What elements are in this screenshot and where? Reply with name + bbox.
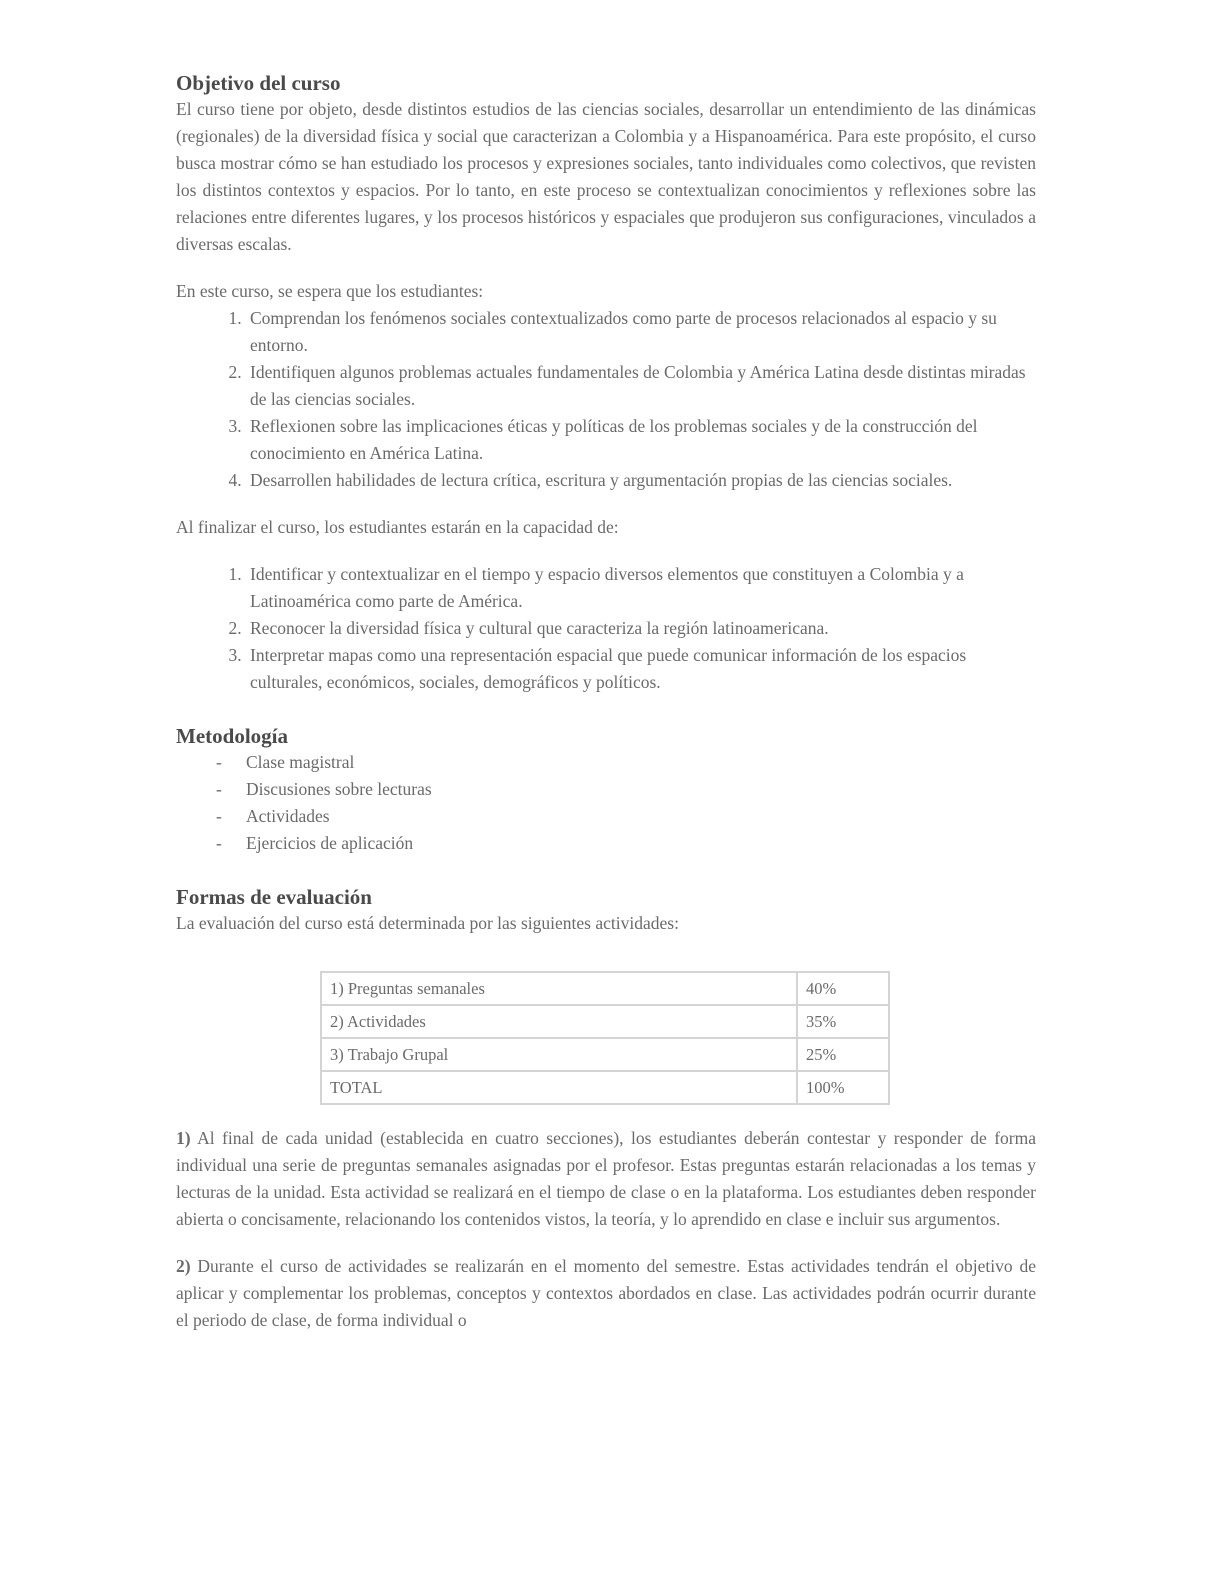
table-cell-label: TOTAL [321,1071,797,1104]
paragraph-lead: 1) [176,1128,191,1148]
resultados-intro: Al finalizar el curso, los estudiantes estarán en la capacidad de: [176,517,619,537]
table-row [321,1071,889,1104]
list-item: - Actividades [246,803,1036,830]
table-row [321,972,889,1005]
list-item: 3. Interpretar mapas como una representación espacial que puede comunicar información de los espacios culturales, económicos, sociales, demográficos y políticos. [246,642,1036,696]
evaluacion-paragraph-2 [176,1253,1036,1334]
list-item: - Ejercicios de aplicación [246,830,1036,857]
evaluacion-intro: La evaluación del curso está determinada por las siguientes actividades: [176,913,679,933]
evaluacion-paragraph-1 [176,1125,1036,1233]
table-row [321,1005,889,1038]
table-cell-percent: 35% [797,1005,889,1038]
table-cell-label: 3) Trabajo Grupal [321,1038,797,1071]
list-item: 2. Reconocer la diversidad física y cultural que caracteriza la región latinoamericana. [246,615,1036,642]
metodologia-list [176,749,1036,857]
list-item: 2. Identifiquen algunos problemas actuales fundamentales de Colombia y América Latina desde distintas miradas de las ciencias sociales. [246,359,1036,413]
list-item: 4. Desarrollen habilidades de lectura crítica, escritura y argumentación propias de las ciencias sociales. [246,467,1036,494]
list-item: 1. Comprendan los fenómenos sociales contextualizados como parte de procesos relacionados al espacio y su entorno. [246,305,1036,359]
objetivos-list [176,305,1036,494]
table-cell-percent: 25% [797,1038,889,1071]
section-heading-evaluacion: Formas de evaluación [176,885,372,909]
table-cell-label: 2) Actividades [321,1005,797,1038]
list-item: 1. Identificar y contextualizar en el tiempo y espacio diversos elementos que constituyen a Colombia y a Latinoamérica como parte de América. [246,561,1036,615]
table-cell-percent: 100% [797,1071,889,1104]
table-cell-label: 1) Preguntas semanales [321,972,797,1005]
paragraph-body: Al final de cada unidad (establecida en cuatro secciones), los estudiantes deberán contestar y responder de forma individual una serie de preguntas semanales asignadas por el profesor. Estas preguntas estarán relacionadas a los temas y lecturas de la unidad. Esta actividad se realizará en el tiempo de clase o en la plataforma. Los estudiantes deben responder abierta o concisamente, relacionando los contenidos vistos, la teoría, y lo aprendido en clase e incluir sus argumentos. [176,1128,1036,1229]
section-heading-objetivos: Objetivo del curso [176,71,341,95]
list-item: 3. Reflexionen sobre las implicaciones éticas y políticas de los problemas sociales y de la construcción del conocimiento en América Latina. [246,413,1036,467]
evaluation-table [320,971,890,1105]
objetivos-intro: En este curso, se espera que los estudiantes: [176,281,484,301]
table-row [321,1038,889,1071]
paragraph-body: Durante el curso de actividades se realizarán en el momento del semestre. Estas actividades tendrán el objetivo de aplicar y complementar los problemas, conceptos y contextos abordados en clase. Las actividades podrán ocurrir durante el periodo de clase, de forma individual o [176,1256,1036,1330]
section-heading-metodologia: Metodología [176,724,288,748]
document-page [176,70,1036,1334]
table-cell-percent: 40% [797,972,889,1005]
resultados-list [176,561,1036,696]
paragraph-lead: 2) [176,1256,191,1276]
list-item: - Discusiones sobre lecturas [246,776,1036,803]
objetivos-paragraph: El curso tiene por objeto, desde distintos estudios de las ciencias sociales, desarrollar un entendimiento de las dinámicas (regionales) de la diversidad física y social que caracterizan a Colombia y a Hispanoamérica. Para este propósito, el curso busca mostrar cómo se han estudiado los procesos y expresiones sociales, tanto individuales como colectivos, que revisten los distintos contextos y espacios. Por lo tanto, en este proceso se contextualizan conocimientos y reflexiones sobre las relaciones entre diferentes lugares, y los procesos históricos y espaciales que produjeron sus configuraciones, vinculados a diversas escalas. [176,99,1036,254]
list-item: - Clase magistral [246,749,1036,776]
